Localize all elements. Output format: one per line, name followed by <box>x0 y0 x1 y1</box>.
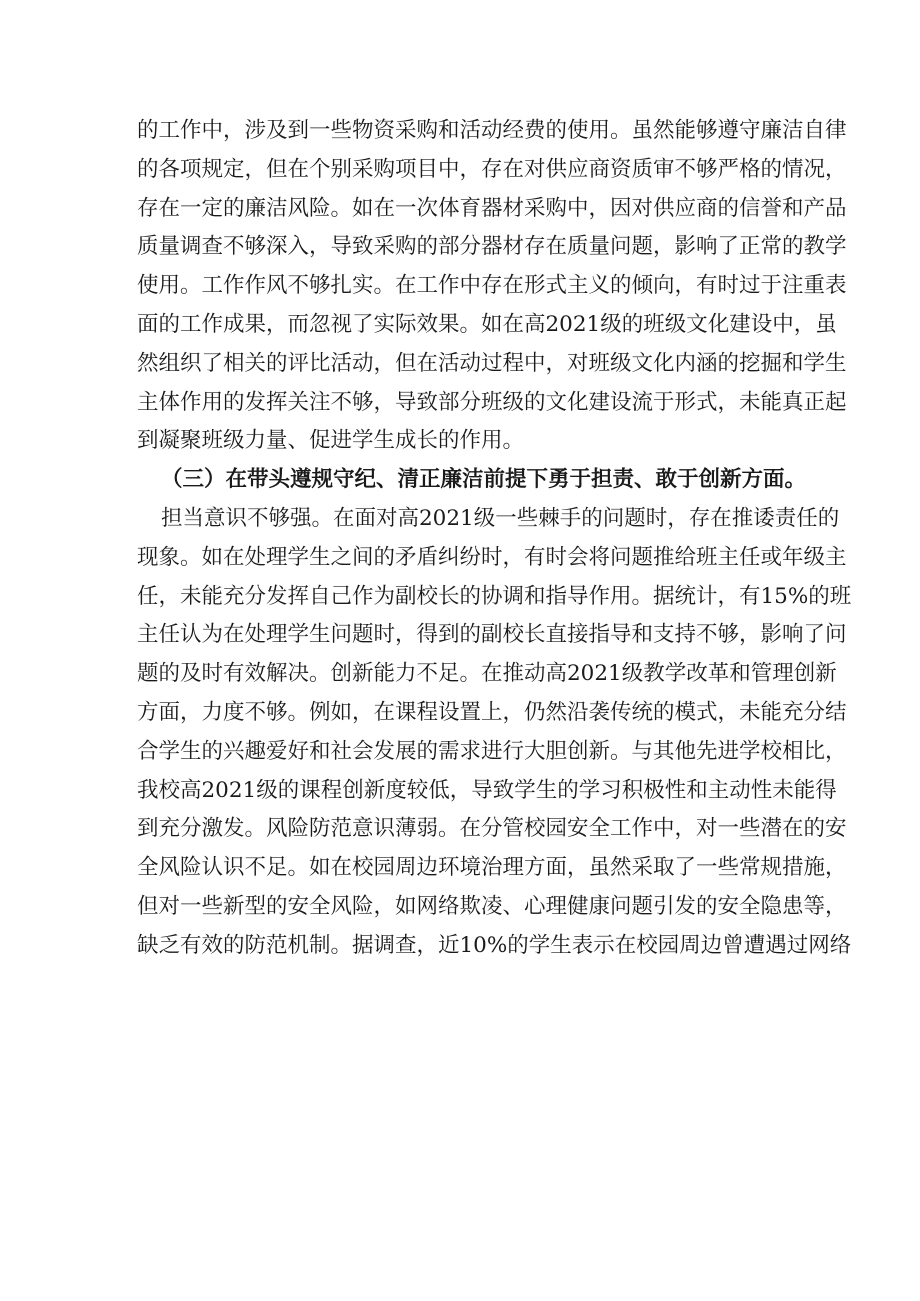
text-line: 主任认为在处理学生问题时，得到的副校长直接指导和支持不够，影响了问 <box>137 622 847 648</box>
text-line: 的工作中，涉及到一些物资采购和活动经费的使用。虽然能够遵守廉洁自律 <box>137 118 847 143</box>
text-line: 面的工作成果，而忽视了实际效果。如在高2021级的班级文化建设中，虽 <box>137 311 837 337</box>
text-line: 质量调查不够深入，导致采购的部分器材存在质量问题，影响了正常的教学 <box>137 234 847 260</box>
document-body <box>137 112 852 966</box>
text-line: 到充分激发。风险防范意识薄弱。在分管校园安全工作中，对一些潜在的安 <box>137 816 847 842</box>
text-line: 题的及时有效解决。创新能力不足。在推动高2021级教学改革和管理创新 <box>137 661 837 687</box>
text-line: 任，未能充分发挥自己作为副校长的协调和指导作用。据统计，有15%的班 <box>137 583 852 609</box>
text-line: 到凝聚班级力量、促进学生成长的作用。 <box>137 428 525 454</box>
text-line: 合学生的兴趣爱好和社会发展的需求进行大胆创新。与其他先进学校相比， <box>137 738 847 764</box>
text-line: 存在一定的廉洁风险。如在一次体育器材采购中，因对供应商的信誉和产品 <box>137 195 847 221</box>
text-line: 方面，力度不够。例如，在课程设置上，仍然沿袭传统的模式，未能充分结 <box>137 699 847 725</box>
text-line: 使用。工作作风不够扎实。在工作中存在形式主义的倾向，有时过于注重表 <box>137 273 847 299</box>
text-line: 主体作用的发挥关注不够，导致部分班级的文化建设流于形式，未能真正起 <box>137 389 847 415</box>
paragraph-2 <box>137 500 852 966</box>
text-line: 的各项规定，但在个别采购项目中，存在对供应商资质审不够严格的情况， <box>137 156 847 182</box>
text-line: 现象。如在处理学生之间的矛盾纠纷时，有时会将问题推给班主任或年级主 <box>137 544 847 570</box>
text-line: 然组织了相关的评比活动，但在活动过程中，对班级文化内涵的挖掘和学生 <box>137 350 847 376</box>
text-line: 缺乏有效的防范机制。据调查，近10%的学生表示在校园周边曾遭遇过网络 <box>137 932 852 958</box>
paragraph-1 <box>137 112 847 461</box>
text-line: 但对一些新型的安全风险，如网络欺凌、心理健康问题引发的安全隐患等， <box>137 893 847 919</box>
section-heading: （三）在带头遵规守纪、清正廉洁前提下勇于担责、敢于创新方面。 <box>161 467 807 493</box>
text-line: 我校高2021级的课程创新度较低，导致学生的学习积极性和主动性未能得 <box>137 777 837 803</box>
text-line: 担当意识不够强。在面对高2021级一些棘手的问题时，存在推诿责任的 <box>161 505 840 531</box>
text-line: 全风险认识不足。如在校园周边环境治理方面，虽然采取了一些常规措施， <box>137 855 847 881</box>
